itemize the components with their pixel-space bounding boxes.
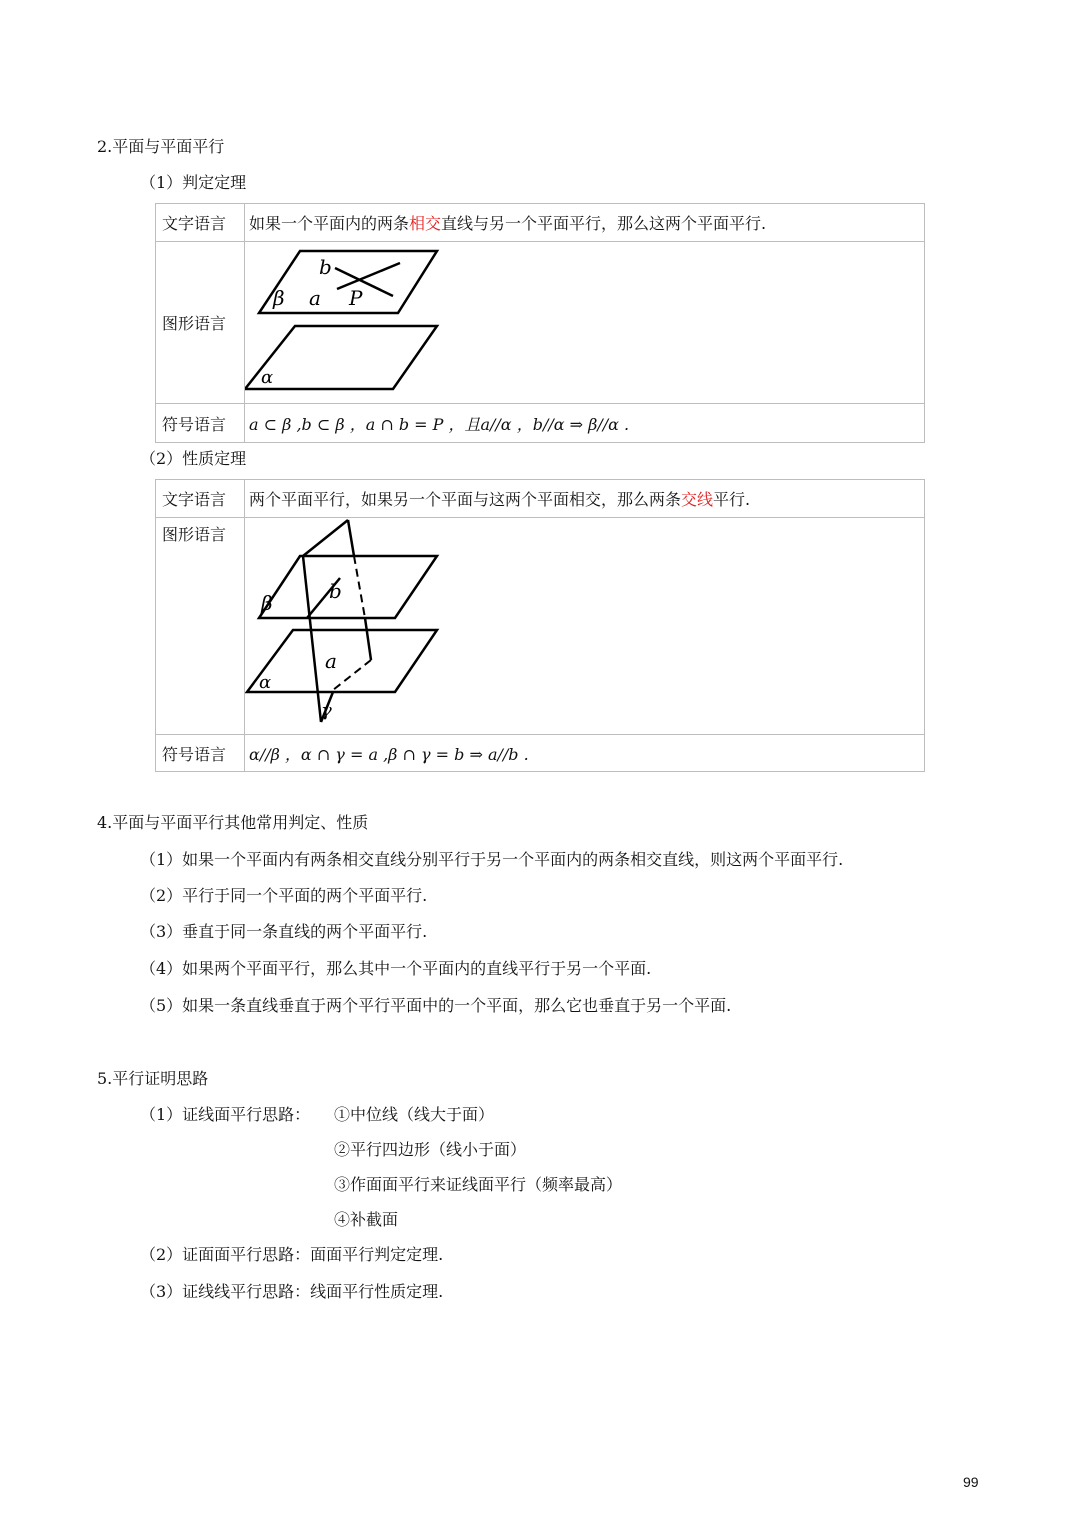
judgement-theorem-table: [155, 203, 925, 443]
symbol-language-label-2: 符号语言: [156, 735, 245, 772]
property-figure-cell: [245, 518, 925, 735]
proof-option-3: ③作面面平行来证线面平行（频率最高）: [334, 1175, 623, 1194]
label-alpha: α: [261, 366, 274, 388]
label-a: a: [309, 285, 321, 310]
proof-option-2: ②平行四边形（线小于面）: [334, 1140, 527, 1159]
label-b: b: [319, 254, 332, 279]
label-a-2: a: [325, 649, 337, 673]
plane-alpha-2: [247, 630, 437, 692]
label-alpha-2: α: [259, 672, 272, 693]
text-language-label: 文字语言: [156, 204, 245, 242]
proof-option-4: ④补截面: [334, 1210, 399, 1229]
judgement-figure-cell: [245, 242, 925, 404]
section-4-item-3: （3）垂直于同一条直线的两个平面平行.: [140, 922, 428, 941]
gamma-edge-top: [303, 520, 348, 556]
highlight-intersect: 相交: [409, 214, 442, 233]
label-gamma: γ: [321, 700, 332, 721]
plane-plane-proof: （2）证面面平行思路：面面平行判定定理.: [140, 1245, 444, 1264]
judgement-theorem-heading: （1）判定定理: [140, 173, 247, 192]
section-4-item-4: （4）如果两个平面平行，那么其中一个平面内的直线平行于另一个平面.: [140, 959, 652, 978]
property-figure: [245, 518, 465, 734]
line-a: [335, 268, 393, 296]
property-symbol: α//β ，α ∩ γ = a ,β ∩ γ = b ⇒ a//b .: [245, 735, 925, 772]
section-4-item-5: （5）如果一条直线垂直于两个平行平面中的一个平面，那么它也垂直于另一个平面.: [140, 996, 732, 1015]
plane-beta-2: [259, 556, 437, 618]
line-plane-proof-label: （1）证线面平行思路：: [140, 1105, 311, 1124]
gamma-edge-left: [303, 556, 321, 722]
gamma-edge-bottom-hidden: [333, 660, 371, 690]
label-beta-2: β: [261, 591, 273, 615]
gamma-edge-right-mid: [365, 618, 371, 660]
proof-option-1: ①中位线（线大于面）: [334, 1105, 495, 1124]
judgement-text: 如果一个平面内的两条相交直线与另一个平面平行，那么这两个平面平行.: [245, 204, 925, 242]
page-number: 99: [963, 1474, 979, 1490]
label-P: P: [349, 285, 363, 310]
plane-alpha: [245, 326, 437, 389]
plane-beta: [259, 251, 437, 313]
gamma-edge-right-hidden: [354, 556, 365, 618]
section-4-item-1: （1）如果一个平面内有两条相交直线分别平行于另一个平面内的两条相交直线，则这两个平面平行.: [140, 850, 844, 869]
figure-language-label-2: 图形语言: [156, 518, 245, 735]
section-5-title: 5.平行证明思路: [97, 1069, 209, 1088]
label-beta: β: [273, 285, 285, 310]
property-theorem-heading: （2）性质定理: [140, 449, 247, 468]
label-b-2: b: [329, 579, 342, 603]
figure-language-label: 图形语言: [156, 242, 245, 404]
property-theorem-table: [155, 479, 925, 772]
judgement-symbol: a ⊂ β ,b ⊂ β ，a ∩ b = P ，且a//α ，b//α ⇒ β//α .: [245, 404, 925, 443]
text-language-label-2: 文字语言: [156, 480, 245, 518]
section-4-title: 4.平面与平面平行其他常用判定、性质: [97, 813, 369, 832]
gamma-edge-right-top: [348, 520, 354, 556]
symbol-language-label: 符号语言: [156, 404, 245, 443]
line-line-proof: （3）证线线平行思路：线面平行性质定理.: [140, 1282, 444, 1301]
highlight-intersection-lines: 交线: [681, 490, 714, 509]
section-2-title: 2.平面与平面平行: [97, 137, 225, 156]
property-text: 两个平面平行，如果另一个平面与这两个平面相交，那么两条交线平行.: [245, 480, 925, 518]
section-4-item-2: （2）平行于同一个平面的两个平面平行.: [140, 886, 428, 905]
judgement-figure: [245, 243, 465, 403]
